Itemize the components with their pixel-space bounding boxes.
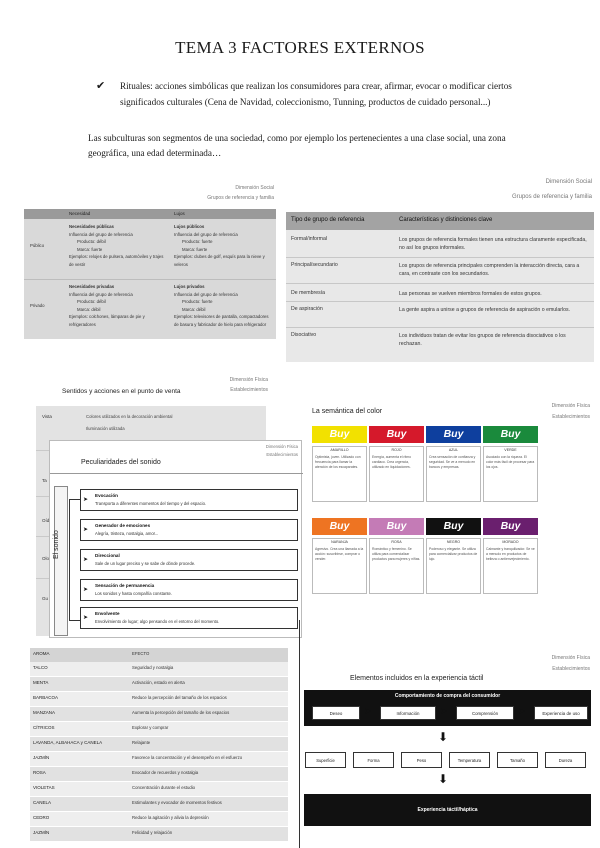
aroma-cell: LAVANDA, ALBAHACA y CANELA bbox=[33, 740, 103, 745]
figure-caption: Dimensión Física bbox=[551, 403, 590, 409]
table-row bbox=[30, 662, 288, 676]
aroma-cell: MANZANA bbox=[33, 710, 56, 715]
figure-caption: Establecimientos bbox=[552, 414, 590, 420]
sonido-vertical-label: El sonido bbox=[53, 530, 60, 559]
swatch-name: NARANJA bbox=[331, 540, 348, 544]
arrow-icon: ➤ bbox=[83, 615, 89, 621]
swatch-description: Crea sensación de confianza y seguridad. Se ve a menudo en bancos y empresas. bbox=[429, 455, 476, 469]
figure-grupos-referencia bbox=[24, 180, 280, 342]
table-row bbox=[30, 797, 288, 811]
aroma-cell: CÍTRICOS bbox=[33, 725, 55, 730]
step-box: Experiencia de uso bbox=[534, 706, 588, 720]
table-row bbox=[30, 677, 288, 691]
figure-caption: Dimensión Física bbox=[551, 655, 590, 661]
aroma-cell: TALCO bbox=[33, 665, 48, 670]
arrow-icon: ➤ bbox=[83, 587, 89, 593]
table-row bbox=[24, 283, 276, 335]
efecto-cell: Reduce la agitación y alivia la depresión bbox=[132, 815, 209, 820]
table-row bbox=[30, 752, 288, 766]
efecto-cell: Favorece la concentración y el desempeño en el esfuerzo bbox=[132, 755, 243, 760]
experiencia-bar: Experiencia táctil/háptica bbox=[304, 794, 591, 826]
figure-caption: Establecimientos bbox=[230, 387, 268, 393]
swatch-name: VERDE bbox=[504, 448, 517, 452]
buy-box: Buy bbox=[426, 518, 481, 535]
buy-box: Buy bbox=[483, 426, 538, 443]
sonido-item: ➤ Sensación de permanencia Los sonidos y hasta compañía constante. bbox=[80, 579, 298, 601]
efecto-cell: Reduce la percepción del tamaño de los espacios bbox=[132, 695, 227, 700]
efecto-cell: Felicidad y relajación bbox=[132, 830, 173, 835]
sonido-vertical-bar bbox=[54, 486, 68, 636]
color-swatch bbox=[312, 426, 367, 502]
table-header bbox=[24, 209, 276, 219]
grupos-table bbox=[24, 209, 276, 339]
buy-box: Buy bbox=[426, 426, 481, 443]
table-row bbox=[30, 827, 288, 841]
efecto-cell: Concentración durante el estudio bbox=[132, 785, 196, 790]
swatch-name: ROJO bbox=[391, 448, 402, 452]
page-title: TEMA 3 FACTORES EXTERNOS bbox=[175, 38, 425, 57]
col-header-aroma: AROMA bbox=[33, 651, 50, 656]
aroma-cell: VIOLETAS bbox=[33, 785, 55, 790]
buy-box: Buy bbox=[483, 518, 538, 535]
table-row bbox=[30, 812, 288, 826]
aroma-cell: JAZMÍN bbox=[33, 830, 50, 835]
efecto-cell: Explorar y comprar bbox=[132, 725, 169, 730]
swatch-description: Energía, aumenta el ritmo cardiaco. Crea urgencia, utilizado en liquidaciones. bbox=[372, 455, 412, 469]
figure-sentidos bbox=[36, 374, 302, 638]
table-header bbox=[30, 648, 288, 662]
aroma-cell: ROSA bbox=[33, 770, 46, 775]
buy-box: Buy bbox=[312, 518, 367, 535]
buy-box: Buy bbox=[312, 426, 367, 443]
col-header-tipo: Tipo de grupo de referencia bbox=[291, 217, 365, 223]
swatch-description: Optimista, joven. Utilizado con frecuencia para llamar la atención de los escaparates. bbox=[315, 455, 361, 469]
efecto-cell: Activación, estado en alerta bbox=[132, 680, 185, 685]
swatch-name: AZUL bbox=[448, 448, 459, 452]
swatch-name: NEGRO bbox=[446, 540, 461, 544]
property-box: Superficie bbox=[305, 752, 346, 768]
color-swatch bbox=[426, 426, 481, 502]
chevron-right-icon: ➤ bbox=[440, 706, 448, 716]
swatch-description: Asociado con la riqueza. El color más fácil de procesar para los ojos. bbox=[486, 455, 535, 469]
subculturas-paragraph: Las subculturas son segmentos de una sociedad, como por ejemplo los pertenecientes a una clase social, una zona geográfica, una edad determinada… bbox=[88, 133, 506, 158]
cell-necesidad: Necesidades privadas Influencia del grupo de referencia Producto: débil Marca: débil Ejemplos: colchones, lámparas de pie y refrigeradores bbox=[69, 284, 145, 327]
column-divider bbox=[299, 620, 300, 848]
efecto-cell: Relajante bbox=[132, 740, 151, 745]
efecto-cell: Evocador de recuerdos y nostalgia bbox=[132, 770, 199, 775]
aroma-cell: BARBACOA bbox=[33, 695, 59, 700]
check-icon: ✔ bbox=[96, 80, 106, 92]
swatch-description: Poderoso y elegante. Se utiliza para comercializar productos de lujo. bbox=[429, 547, 478, 561]
table-row bbox=[30, 692, 288, 706]
sonido-item: ➤ Envolvente Envolvimiento de lugar; algo pensando en el entorno del momento. bbox=[80, 607, 298, 629]
arrow-icon: ➤ bbox=[83, 527, 89, 533]
table-row bbox=[30, 707, 288, 721]
buy-box: Buy bbox=[369, 518, 424, 535]
color-swatch bbox=[483, 518, 538, 594]
bullet-text: Rituales: acciones simbólicas que realizan los consumidores para crear, afirmar, evocar o modificar ciertos significados culturales (Cena de Navidad, coleccionismo, Tunning, productos de cuidado personal...) bbox=[120, 81, 512, 107]
sonido-item: ➤ Generador de emociones Alegría, tristeza, nostalgia, amor... bbox=[80, 519, 298, 541]
property-box: Temperatura bbox=[449, 752, 490, 768]
row-label: Público bbox=[30, 243, 45, 248]
color-swatch bbox=[426, 518, 481, 594]
sentidos-table: Vista Colores utilizados en la decoración ambiental Iluminación utilizada Ta Oíd Olo Gu bbox=[36, 406, 266, 636]
swatch-description: Agresivo. Crea una llamada a la acción: suscribirse, comprar o vender. bbox=[315, 547, 364, 561]
buy-box: Buy bbox=[369, 426, 424, 443]
figure-caption: Dimensión Social bbox=[235, 185, 274, 191]
step-box: Comprensión bbox=[456, 706, 514, 720]
property-box: Tamaño bbox=[497, 752, 538, 768]
color-swatch bbox=[312, 518, 367, 594]
table-row bbox=[30, 722, 288, 736]
figure-caption: Grupos de referencia y familia bbox=[511, 194, 592, 200]
col-header-necesidad: Necesidad bbox=[69, 211, 91, 216]
table-row bbox=[30, 737, 288, 751]
swatch-name: MORADO bbox=[502, 540, 519, 544]
swatch-name: ROSA bbox=[391, 540, 402, 544]
cell-lujos: Lujos privados Influencia del grupo de referencia Producto: fuerte Marca: débil Ejemplos: televisores de pantalla, compactadores de basura y fabricador de hielo para refrigerador bbox=[174, 284, 269, 327]
swatch-description: Romántico y femenino. Se utiliza para comercializar productos para mujeres y niñas. bbox=[372, 547, 421, 561]
aroma-cell: JAZMÍN bbox=[33, 755, 50, 760]
property-box: Dureza bbox=[545, 752, 586, 768]
sonido-item: ➤ Evocación Transporta a diferentes momentos del tiempo y del espacio. bbox=[80, 489, 298, 511]
row-label: Privado bbox=[30, 303, 45, 308]
swatch-name: AMARILLO bbox=[330, 448, 349, 452]
color-swatch bbox=[369, 426, 424, 502]
sonido-item: ➤ Direccional Sale de un lugar preciso y se sabe de dónde procede. bbox=[80, 549, 298, 571]
figure-caption: Dimensión Física bbox=[265, 444, 298, 449]
figure-aromas bbox=[30, 648, 288, 844]
color-swatch bbox=[369, 518, 424, 594]
figure-title: Sentidos y acciones en el punto de venta bbox=[62, 388, 181, 395]
col-header-efecto: EFECTO bbox=[132, 651, 150, 656]
efecto-cell: Aumenta la percepción del tamaño de los espacios bbox=[132, 710, 230, 715]
arrow-icon: ➤ bbox=[83, 557, 89, 563]
figure-caption: Grupos de referencia y familia bbox=[207, 195, 274, 201]
sonido-panel bbox=[49, 440, 302, 638]
step-box: Información bbox=[380, 706, 436, 720]
property-box: Forma bbox=[353, 752, 394, 768]
table-row bbox=[24, 223, 276, 275]
bullet-rituales bbox=[96, 79, 520, 110]
aroma-cell: MENTA bbox=[33, 680, 49, 685]
figure-caption: Establecimientos bbox=[552, 666, 590, 672]
efecto-cell: Seguridad y nostalgia bbox=[132, 665, 174, 670]
comportamiento-bar: Comportamiento de compra del consumidor bbox=[304, 690, 591, 726]
arrow-icon: ➤ bbox=[83, 497, 89, 503]
table-row bbox=[30, 767, 288, 781]
step-box: Deseo bbox=[312, 706, 360, 720]
figure-caption: Dimensión Física bbox=[229, 377, 268, 383]
row-divider bbox=[286, 257, 594, 258]
aroma-cell: CEDRO bbox=[33, 815, 50, 820]
efecto-cell: Estimulantes y evocador de momentos festivos bbox=[132, 800, 222, 805]
cell-lujos: Lujos públicos Influencia del grupo de referencia Producto: fuerte Marca: fuerte Ejemplos: clubes de golf, esquís para la nieve y veleros bbox=[174, 224, 265, 267]
figure-experiencia-tactil bbox=[302, 652, 594, 844]
table-row bbox=[30, 782, 288, 796]
tipos-table: Tipo de grupo de referencia Características y distinciones clave Formal/informal Los grupos de referencia formales tienen una estructura claramente especificada, no así los grupos informales. Principal/secundario Los grupos de referencia principales comprenden la interacción directa, cara a cara, en contraste con los secundarios. De membresía Las personas se vuelven miembros formales de estos grupos. De aspiración La gente aspira a unirse a grupos de referencia de aspiración o emularlos. Disociativo Los individuos tratan de evitar los grupos de referencia disociativos o los rechazan. bbox=[286, 212, 594, 362]
swatch-description: Calmante y tranquilizador. Se ve a menudo en productos de belleza o antienvejecimiento. bbox=[486, 547, 535, 561]
chevron-right-icon: ➤ bbox=[364, 706, 372, 716]
row-divider bbox=[286, 327, 594, 328]
sonido-title: Peculiaridades del sonido bbox=[81, 459, 161, 466]
row-divider bbox=[286, 283, 594, 284]
figure-caption: Establecimientos bbox=[266, 452, 298, 457]
figure-title: La semántica del color bbox=[312, 408, 383, 415]
col-header-caract: Características y distinciones clave bbox=[399, 217, 493, 223]
color-swatch bbox=[483, 426, 538, 502]
chevron-right-icon: ➤ bbox=[518, 706, 526, 716]
figure-tipos-grupo bbox=[286, 176, 596, 362]
aroma-cell: CANELA bbox=[33, 800, 52, 805]
property-box: Peso bbox=[401, 752, 442, 768]
row-divider bbox=[24, 279, 276, 280]
arrow-down-icon: ⬇ bbox=[438, 772, 449, 786]
col-header-lujos: Lujos bbox=[174, 211, 185, 216]
cell-necesidad: Necesidades públicas Influencia del grupo de referencia Producto: débil Marca: fuerte Ejemplos: relojes de pulsera, automóviles y trajes de vestir bbox=[69, 224, 164, 267]
arrow-down-icon: ⬇ bbox=[438, 730, 449, 744]
row-divider bbox=[286, 301, 594, 302]
figure-semantica-color bbox=[306, 400, 596, 602]
table-header bbox=[286, 212, 594, 230]
figure-caption: Dimensión Social bbox=[545, 179, 592, 185]
figure-title: Elementos incluidos en la experiencia táctil bbox=[350, 675, 484, 682]
